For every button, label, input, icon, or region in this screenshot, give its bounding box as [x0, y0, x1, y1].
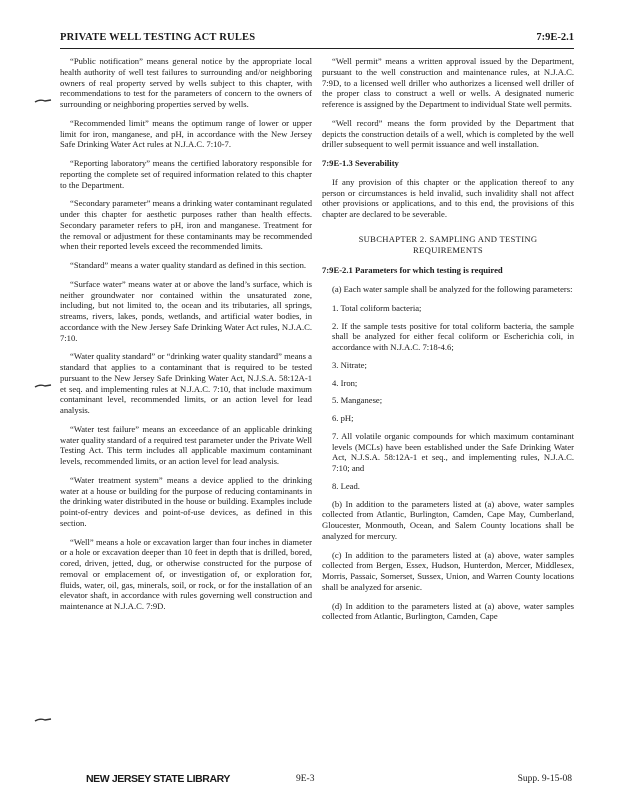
subchapter-heading-line: SUBCHAPTER 2. SAMPLING AND TESTING — [358, 233, 538, 244]
margin-annotation-mark — [34, 382, 52, 390]
subsection-paragraph: (c) In addition to the parameters listed at (a) above, water samples collected from Bergen, Essex, Hudson, Hunterdon, Mercer, Middlesex, Morris, Passaic, Somerset, Sussex, Union, and Warren County locations shall be analyzed for arsenic. — [322, 549, 574, 592]
severability-paragraph: If any provision of this chapter or the application thereof to any person or circumstances is held invalid, such invalidity shall not affect other provisions or applications, and to this end, the provisions of this chapter are declared to be severable. — [322, 176, 574, 219]
parameter-list-item: 6. pH; — [332, 413, 354, 423]
parameter-list-item: 4. Iron; — [332, 377, 358, 388]
definition-paragraph: “Well permit” means a written approval issued by the Department, pursuant to the well construction and maintenance rules, at N.J.A.C. 7:9D, to a licensed well driller who authorizes a licensed well driller of the proper class to construct a well or wells. A designated numeric reference is assigned by the Department to individual State well permits. — [322, 56, 574, 109]
subchapter-heading — [322, 234, 574, 256]
parameter-list-item: 3. Nitrate; — [332, 359, 367, 370]
section-intro-paragraph: (a) Each water sample shall be analyzed for the following parameters: — [332, 284, 573, 294]
definition-paragraph: “Reporting laboratory” means the certified laboratory responsible for reporting the complete set of required information related to this chapter to the Department. — [60, 158, 312, 190]
running-header — [60, 32, 574, 49]
parameter-list-item: 8. Lead. — [332, 480, 360, 491]
definition-paragraph: “Well” means a hole or excavation larger than four inches in diameter or a hole or excavation deeper than 10 feet in depth that is drilled, bored, cored, driven, jetted, dug, or otherwise constructed for the purpose of removal or emplacement of, or investigation of, or exploration for, fluids, water, oil, gas, minerals, soil, or rock, or for the installation of an elevator shaft, in accordance with rules governing well construction and maintenance at N.J.A.C. 7:9D. — [60, 536, 312, 611]
footer-supplement-date: Supp. 9-15-08 — [517, 774, 572, 784]
definition-paragraph: “Water treatment system” means a device applied to the drinking water at a house or building for the purpose of reducing contaminants in the drinking water distributed in the house or building. Examples include point-of-entry devices and point-of-use devices, as defined in this section. — [60, 474, 312, 528]
left-column — [60, 56, 312, 620]
definition-paragraph: “Water quality standard” or “drinking water quality standard” means a standard that applies to a contaminant that is required to be tested pursuant to the New Jersey Safe Drinking Water Act, N.J.S.A. 58:12A-1 et seq. and implementing rules at N.J.A.C. 7:10, that include maximum contaminant level, recommended limits, or an action level for lead analysis. — [60, 351, 312, 415]
margin-annotation-mark — [34, 716, 52, 724]
parameter-list-item: 5. Manganese; — [332, 395, 383, 406]
subsection-paragraph: (d) In addition to the parameters listed at (a) above, water samples collected from Atlantic, Burlington, Camden, Cape — [322, 600, 574, 622]
parameter-list-item: 2. If the sample tests positive for total coliform bacteria, the sample shall be analyzed for either fecal coliform or Escherichia coli, in accordance with N.J.A.C. 7:18-4.6; — [332, 320, 574, 352]
subsection-paragraph: (b) In addition to the parameters listed at (a) above, water samples collected from Atlantic, Burlington, Camden, Cape May, Cumberland, Gloucester, Monmouth, Ocean, and Salem County locations shall be analyzed for mercury. — [322, 498, 574, 541]
definition-paragraph: “Water test failure” means an exceedance of an applicable drinking water quality standard of a required test parameter under the Private Well Testing Act. This term includes all applicable maximum contaminant levels, recommended limits, or an action level for lead analysis. — [60, 423, 312, 466]
section-heading-parameters: 7:9E-2.1 Parameters for which testing is required — [322, 265, 503, 276]
definition-paragraph: “Well record” means the form provided by the Department that depicts the construction details of a well, which is completed by the well driller subsequent to well permit issuance and well installation. — [322, 117, 574, 150]
margin-annotation-mark — [34, 97, 52, 105]
subchapter-heading-line: REQUIREMENTS — [413, 244, 483, 255]
right-column — [322, 56, 574, 630]
section-heading-severability: 7:9E-1.3 Severability — [322, 158, 399, 168]
parameter-list-item: 1. Total coliform bacteria; — [332, 302, 422, 313]
header-title: PRIVATE WELL TESTING ACT RULES — [60, 32, 256, 43]
header-section-number: 7:9E-2.1 — [536, 32, 574, 43]
definition-paragraph: “Surface water” means water at or above the land’s surface, which is neither groundwater nor contained within the unsaturated zone, including, but not limited to, the ocean and its tributaries, all springs, streams, rivers, lakes, ponds, wetlands, and artificial water bodies, in accordance with the New Jersey Safe Drinking Water Act rules, N.J.A.C. 7:10. — [60, 278, 312, 343]
definition-paragraph: “Secondary parameter” means a drinking water contaminant regulated under this chapter for aesthetic purposes rather than health effects. Secondary parameter refers to pH, iron and manganese. Treatment for the removal or adjustment for these contaminants may be recommended when their reported levels exceed the recommended limits. — [60, 198, 312, 252]
definition-paragraph: “Public notification” means general notice by the appropriate local health authority of well test failures to surrounding and/or neighboring owners of real property served by wells subject to this chapter, with recommendations to test for the parameters of concern to the owners of surrounding or neighboring properties served by wells. — [60, 56, 312, 109]
footer-page-number: 9E-3 — [296, 774, 315, 784]
definition-paragraph: “Standard” means a water quality standard as defined in this section. — [70, 260, 307, 270]
footer-library-stamp: NEW JERSEY STATE LIBRARY — [86, 773, 231, 785]
parameter-list-item: 7. All volatile organic compounds for which maximum contaminant levels (MCLs) have been established under the Safe Drinking Water Act, N.J.S.A. 58:12A-1 et seq., and implementing rules, N.J.A.C. 7:10; and — [332, 430, 574, 473]
definition-paragraph: “Recommended limit” means the optimum range of lower or upper limit for iron, manganese, and pH, in accordance with the New Jersey Safe Drinking Water Act rules at N.J.A.C. 7:10-7. — [60, 117, 312, 150]
